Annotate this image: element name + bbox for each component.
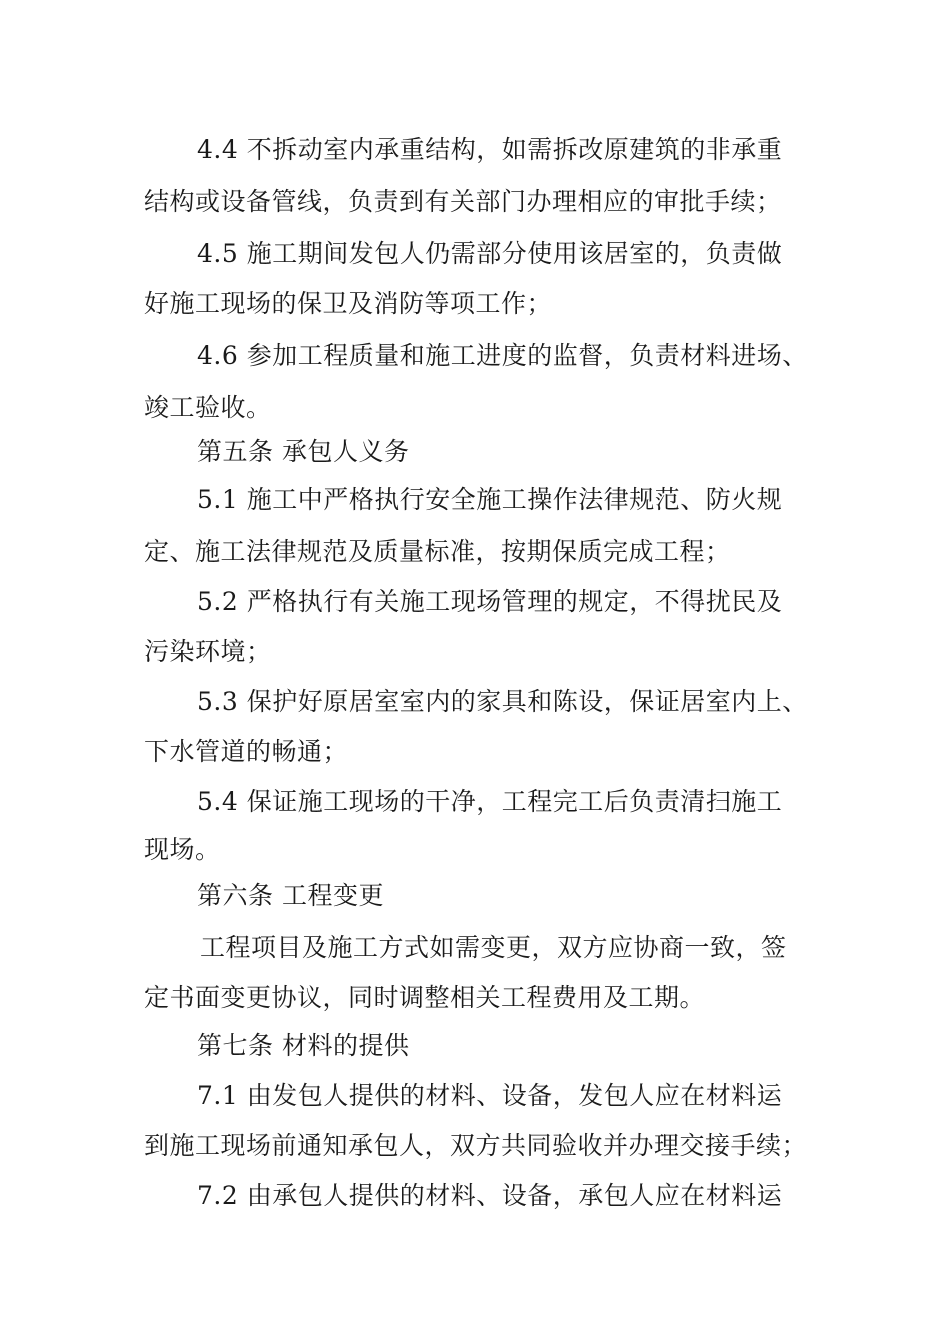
section-heading: 第七条 材料的提供 <box>197 1031 410 1060</box>
text-line: 5.4 保证施工现场的干净，工程完工后负责清扫施工 <box>197 787 783 816</box>
text-line: 工程项目及施工方式如需变更，双方应协商一致，签 <box>200 933 787 962</box>
text-line: 7.2 由承包人提供的材料、设备，承包人应在材料运 <box>197 1181 783 1210</box>
section-heading: 第六条 工程变更 <box>197 881 384 910</box>
text-line: 5.3 保护好原居室室内的家具和陈设，保证居室内上、 <box>197 687 808 716</box>
text-line: 竣工验收。 <box>144 393 272 422</box>
text-line: 定书面变更协议，同时调整相关工程费用及工期。 <box>144 983 706 1012</box>
text-line: 4.6 参加工程质量和施工进度的监督，负责材料进场、 <box>197 341 808 370</box>
text-line: 7.1 由发包人提供的材料、设备，发包人应在材料运 <box>197 1081 783 1110</box>
text-line: 下水管道的畅通； <box>144 737 349 766</box>
text-line: 污染环境； <box>144 637 272 666</box>
text-line: 到施工现场前通知承包人，双方共同验收并办理交接手续； <box>144 1131 808 1160</box>
text-line: 结构或设备管线，负责到有关部门办理相应的审批手续； <box>144 187 782 216</box>
text-line: 5.1 施工中严格执行安全施工操作法律规范、防火规 <box>197 485 783 514</box>
text-line: 定、施工法律规范及质量标准，按期保质完成工程； <box>144 537 731 566</box>
text-line: 好施工现场的保卫及消防等项工作； <box>144 289 553 318</box>
section-heading: 第五条 承包人义务 <box>197 437 410 466</box>
text-line: 5.2 严格执行有关施工现场管理的规定，不得扰民及 <box>197 587 783 616</box>
text-line: 4.5 施工期间发包人仍需部分使用该居室的，负责做 <box>197 239 783 268</box>
text-line: 现场。 <box>144 835 221 864</box>
text-line: 4.4 不拆动室内承重结构，如需拆改原建筑的非承重 <box>197 135 783 164</box>
